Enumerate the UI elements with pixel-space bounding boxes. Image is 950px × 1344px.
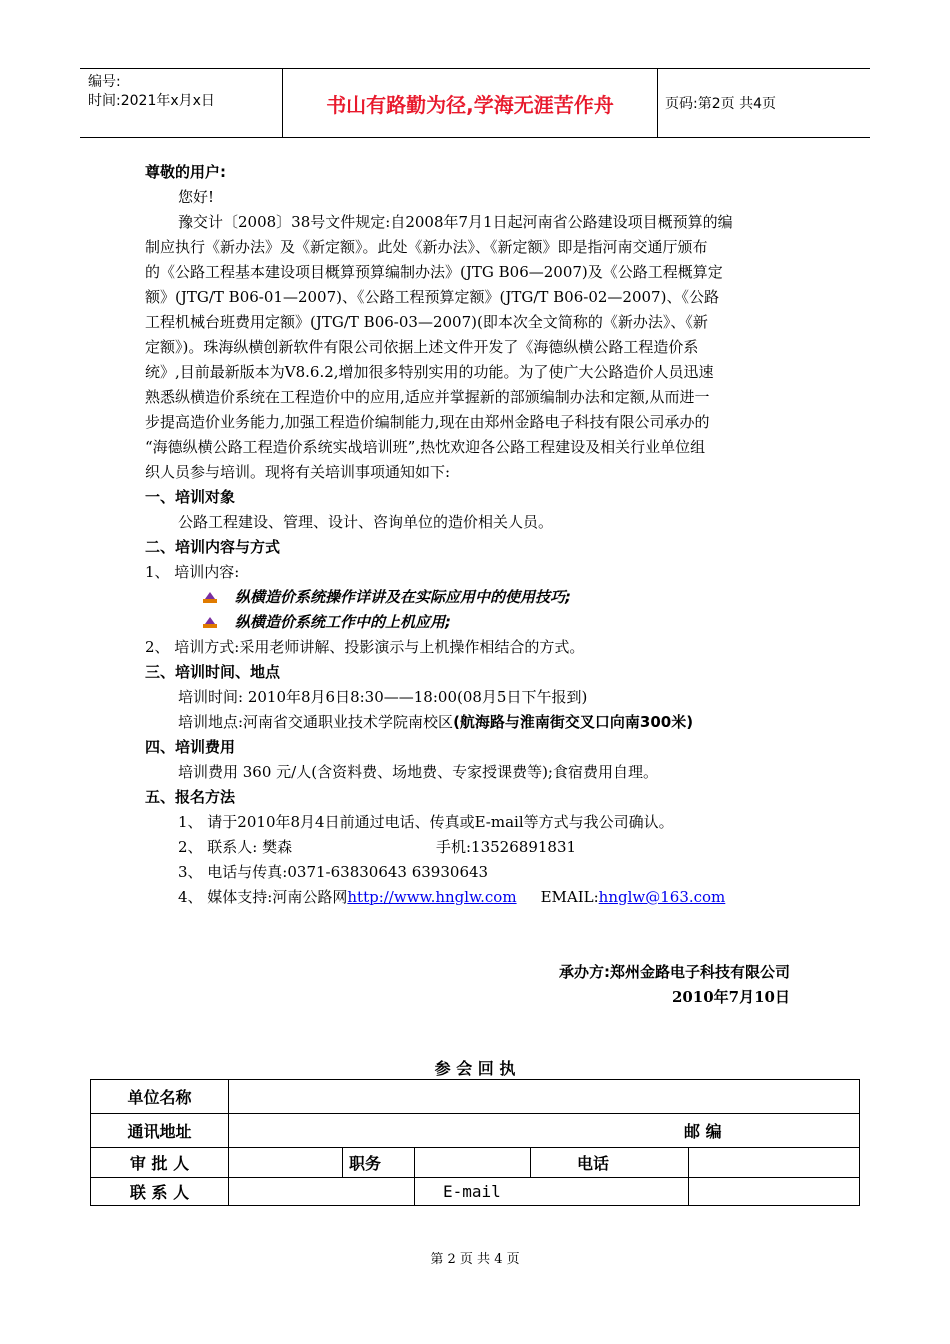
contact-field[interactable]: [229, 1178, 415, 1206]
contact-person: 2、 联系人: 樊森: [178, 838, 293, 856]
bullet-text: 纵横造价系统工作中的上机应用;: [235, 613, 452, 631]
media-support: [178, 887, 725, 907]
address-label: 通讯地址: [91, 1114, 229, 1148]
header-meta: [80, 69, 282, 137]
section-body: 公路工程建设、管理、设计、咨询单位的造价相关人员。: [178, 513, 554, 531]
media-label: 4、 媒体支持:河南公路网: [178, 888, 348, 906]
contact-label: 联 系 人: [91, 1178, 229, 1206]
sign-date: 2010年7月10日: [671, 988, 790, 1006]
receipt-title: 参 会 回 执: [434, 1059, 516, 1078]
receipt-table: [90, 1079, 860, 1206]
training-time: 培训时间: 2010年8月6日8:30——18:00(08月5日下午报到): [178, 688, 588, 706]
email-label: EMAIL:: [540, 888, 599, 906]
page-footer: 第 2 页 共 4 页: [430, 1252, 520, 1267]
postcode-label: 邮 编: [229, 1114, 860, 1148]
position-field[interactable]: [415, 1148, 531, 1178]
contact-mobile: 手机:13526891831: [436, 838, 577, 856]
table-row: [91, 1080, 860, 1114]
place-detail: (航海路与淮南街交叉口向南300米): [453, 713, 694, 731]
position-label: 职务: [343, 1148, 415, 1178]
intro-line: 统》,目前最新版本为V8.6.2,增加很多特别实用的功能。为了使广大公路造价人员迅速: [145, 363, 714, 381]
bullet-item: [203, 612, 451, 632]
unit-name-field[interactable]: [229, 1080, 860, 1114]
table-row: [91, 1148, 860, 1178]
email-label: E-mail: [415, 1178, 689, 1206]
intro-line: 熟悉纵横造价系统在工程造价中的应用,适应并掌握新的部颁编制办法和定额,从而进一: [145, 388, 710, 406]
salutation: 尊敬的用户:: [145, 163, 226, 181]
bullet-icon: [203, 617, 217, 629]
email-field[interactable]: [689, 1178, 860, 1206]
intro-line: 工程机械台班费用定额》(JTG/T B06-03—2007)(即本次全文简称的《新办法》、《新: [145, 313, 708, 331]
list-item: 2、 培训方式:采用老师讲解、投影演示与上机操作相结合的方式。: [145, 638, 585, 656]
approver-label: 审 批 人: [91, 1148, 229, 1178]
header-date: 时间:2021年x月x日: [88, 93, 215, 109]
section-title: 一、培训对象: [145, 488, 236, 506]
section-body: 培训费用 360 元/人(含资料费、场地费、专家授课费等);食宿费用自理。: [178, 763, 658, 781]
intro-line: 定额》)。珠海纵横创新软件有限公司依据上述文件开发了《海德纵横公路工程造价系: [145, 338, 699, 356]
approver-field[interactable]: [229, 1148, 343, 1178]
place-text: 培训地点:河南省交通职业技术学院南校区: [178, 713, 454, 731]
intro-line: 额》(JTG/T B06-01—2007)、《公路工程预算定额》(JTG/T B06-02—2007)、《公路: [145, 288, 719, 306]
table-row: [91, 1178, 860, 1206]
website-link[interactable]: http://www.hnglw.com: [347, 888, 517, 906]
organizer: 承办方:郑州金路电子科技有限公司: [558, 963, 790, 981]
intro-line: 的《公路工程基本建设项目概算预算编制办法》(JTG B06—2007)及《公路工程概算定: [145, 263, 723, 281]
phone-fax: 3、 电话与传真:0371-63830643 63930643: [178, 863, 489, 881]
list-item: 1、 培训内容:: [145, 563, 240, 581]
section-title: 三、培训时间、地点: [145, 663, 281, 681]
header-page-info: 页码:第2页 共4页: [665, 96, 776, 112]
page-header: [80, 68, 870, 138]
phone-field[interactable]: [689, 1148, 860, 1178]
section-title: 二、培训内容与方式: [145, 538, 281, 556]
header-number: 编号:: [88, 74, 121, 90]
list-item: 1、 请于2010年8月4日前通过电话、传真或E-mail等方式与我公司确认。: [178, 813, 674, 831]
table-row: [91, 1114, 860, 1148]
email-link[interactable]: hnglw@163.com: [598, 888, 726, 906]
intro-line: 步提高造价业务能力,加强工程造价编制能力,现在由郑州金路电子科技有限公司承办的: [145, 413, 710, 431]
bullet-item: [203, 587, 571, 607]
intro-line: 制应执行《新办法》及《新定额》。此处《新办法》、《新定额》即是指河南交通厅颁布: [145, 238, 708, 256]
bullet-icon: [203, 592, 217, 604]
intro-line: “海德纵横公路工程造价系统实战培训班”,热忱欢迎各公路工程建设及相关行业单位组: [145, 438, 706, 456]
intro-line: 豫交计〔2008〕38号文件规定:自2008年7月1日起河南省公路建设项目概预算的编: [178, 213, 733, 231]
training-place: [178, 712, 693, 732]
unit-name-label: 单位名称: [91, 1080, 229, 1114]
greeting: 您好!: [178, 188, 215, 206]
intro-line: 织人员参与培训。现将有关培训事项通知如下:: [145, 463, 451, 481]
section-title: 五、报名方法: [145, 788, 236, 806]
phone-label: 电话: [531, 1148, 689, 1178]
header-motto: 书山有路勤为径,学海无涯苦作舟: [282, 69, 658, 137]
section-title: 四、培训费用: [145, 738, 236, 756]
bullet-text: 纵横造价系统操作详讲及在实际应用中的使用技巧;: [235, 588, 572, 606]
